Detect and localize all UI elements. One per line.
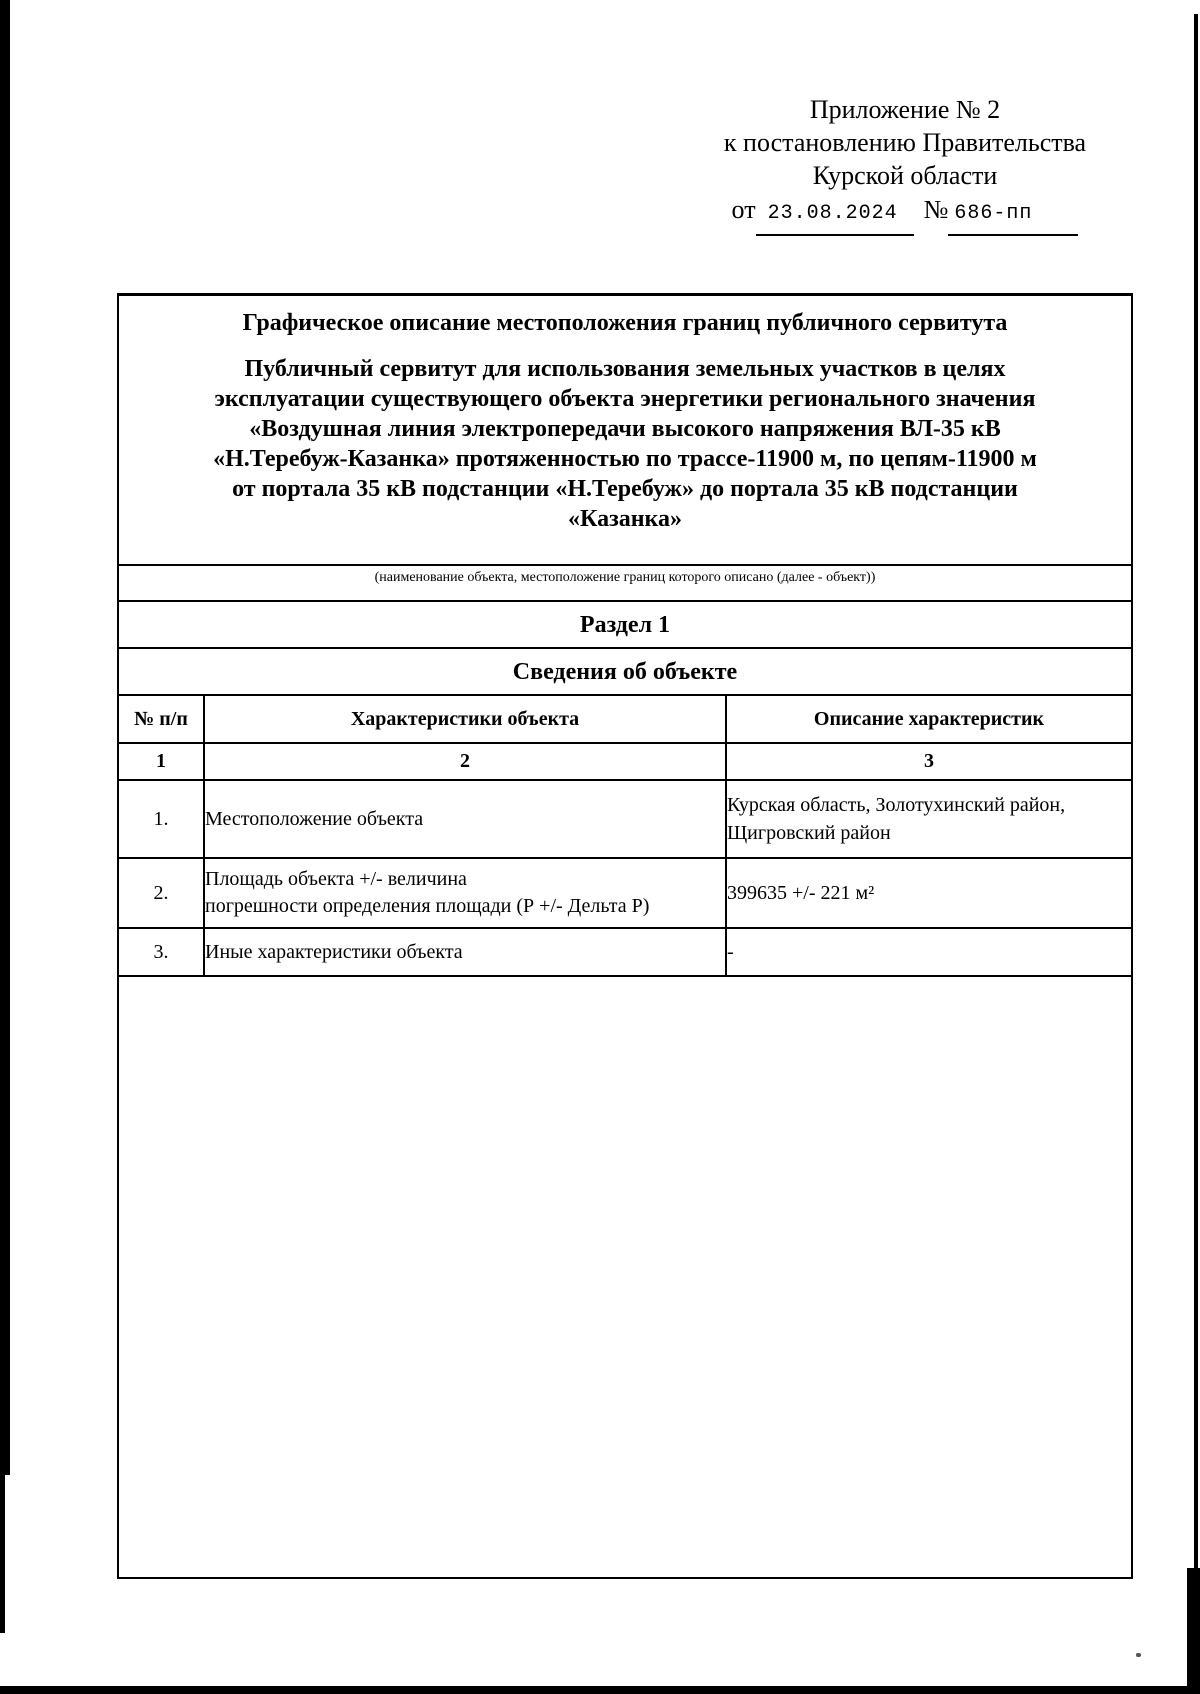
row2-characteristic-line: погрешности определения площади (Р +/- Дельта Р)	[205, 895, 650, 917]
row2-characteristic	[204, 858, 726, 928]
description-line: «Воздушная линия электропередачи высокого напряжения ВЛ-35 кВ	[249, 416, 1001, 442]
row1-description-line: Щигровский район	[727, 822, 891, 844]
description-line: Публичный сервитут для использования земельных участков в целях	[244, 356, 1006, 382]
scan-artifact-left-bar-thin	[0, 1475, 5, 1633]
column-number-1: 1	[119, 743, 204, 780]
appendix-line-2: к постановлению Правительства	[723, 128, 1087, 157]
object-description	[119, 354, 1131, 534]
table-row	[119, 858, 1131, 928]
table-row	[119, 928, 1131, 976]
document-box	[117, 293, 1133, 1579]
appendix-header	[655, 93, 1155, 236]
column-number-3: 3	[726, 743, 1131, 780]
decree-number: 686-пп	[954, 202, 1033, 225]
number-sign: №	[923, 195, 949, 224]
scan-artifact-speck	[1136, 1653, 1141, 1657]
row2-number: 2.	[119, 858, 204, 928]
row1-description	[726, 780, 1131, 858]
appendix-line-3: Курской области	[812, 161, 998, 190]
number-underline	[948, 193, 1078, 236]
table-header-row	[119, 696, 1131, 743]
col-header-description: Описание характеристик	[726, 696, 1131, 743]
appendix-line-1: Приложение № 2	[809, 95, 1001, 124]
column-numbers-row	[119, 743, 1131, 780]
decree-date: 23.08.2024	[767, 202, 898, 225]
row1-number: 1.	[119, 780, 204, 858]
scan-artifact-left-bar	[0, 0, 10, 1475]
col-header-characteristics: Характеристики объекта	[204, 696, 726, 743]
row3-characteristic: Иные характеристики объекта	[204, 928, 726, 976]
object-info-table	[119, 696, 1131, 977]
date-from-label: от	[731, 195, 756, 224]
row3-description: -	[726, 928, 1131, 976]
col-header-number: № п/п	[119, 696, 204, 743]
row3-number: 3.	[119, 928, 204, 976]
description-line: «Казанка»	[567, 506, 683, 532]
description-line: от портала 35 кВ подстанции «Н.Теребуж» до портала 35 кВ подстанции	[232, 476, 1018, 502]
table-row	[119, 780, 1131, 858]
row2-description: 399635 +/- 221 м²	[726, 858, 1131, 928]
scan-artifact-right-line	[1194, 14, 1198, 1694]
date-underline	[756, 193, 914, 236]
section-title: Раздел 1	[119, 602, 1131, 649]
scan-artifact-bottom-bar	[0, 1686, 1200, 1694]
document-title: Графическое описание местоположения границ публичного сервитута	[242, 310, 1008, 336]
object-name-caption: (наименование объекта, местоположение границ которого описано (далее - объект))	[119, 564, 1131, 602]
section-subtitle: Сведения об объекте	[119, 649, 1131, 696]
description-line: «Н.Теребуж-Казанка» протяженностью по трассе-11900 м, по цепям-11900 м	[213, 446, 1037, 472]
row2-characteristic-line: Площадь объекта +/- величина	[205, 868, 467, 890]
appendix-date-line	[655, 193, 1155, 236]
description-line: эксплуатации существующего объекта энергетики регионального значения	[214, 386, 1036, 412]
scan-artifact-right-bar	[1187, 1568, 1200, 1694]
column-number-2: 2	[204, 743, 726, 780]
row1-characteristic: Местоположение объекта	[204, 780, 726, 858]
row1-description-line: Курская область, Золотухинский район,	[727, 794, 1066, 816]
